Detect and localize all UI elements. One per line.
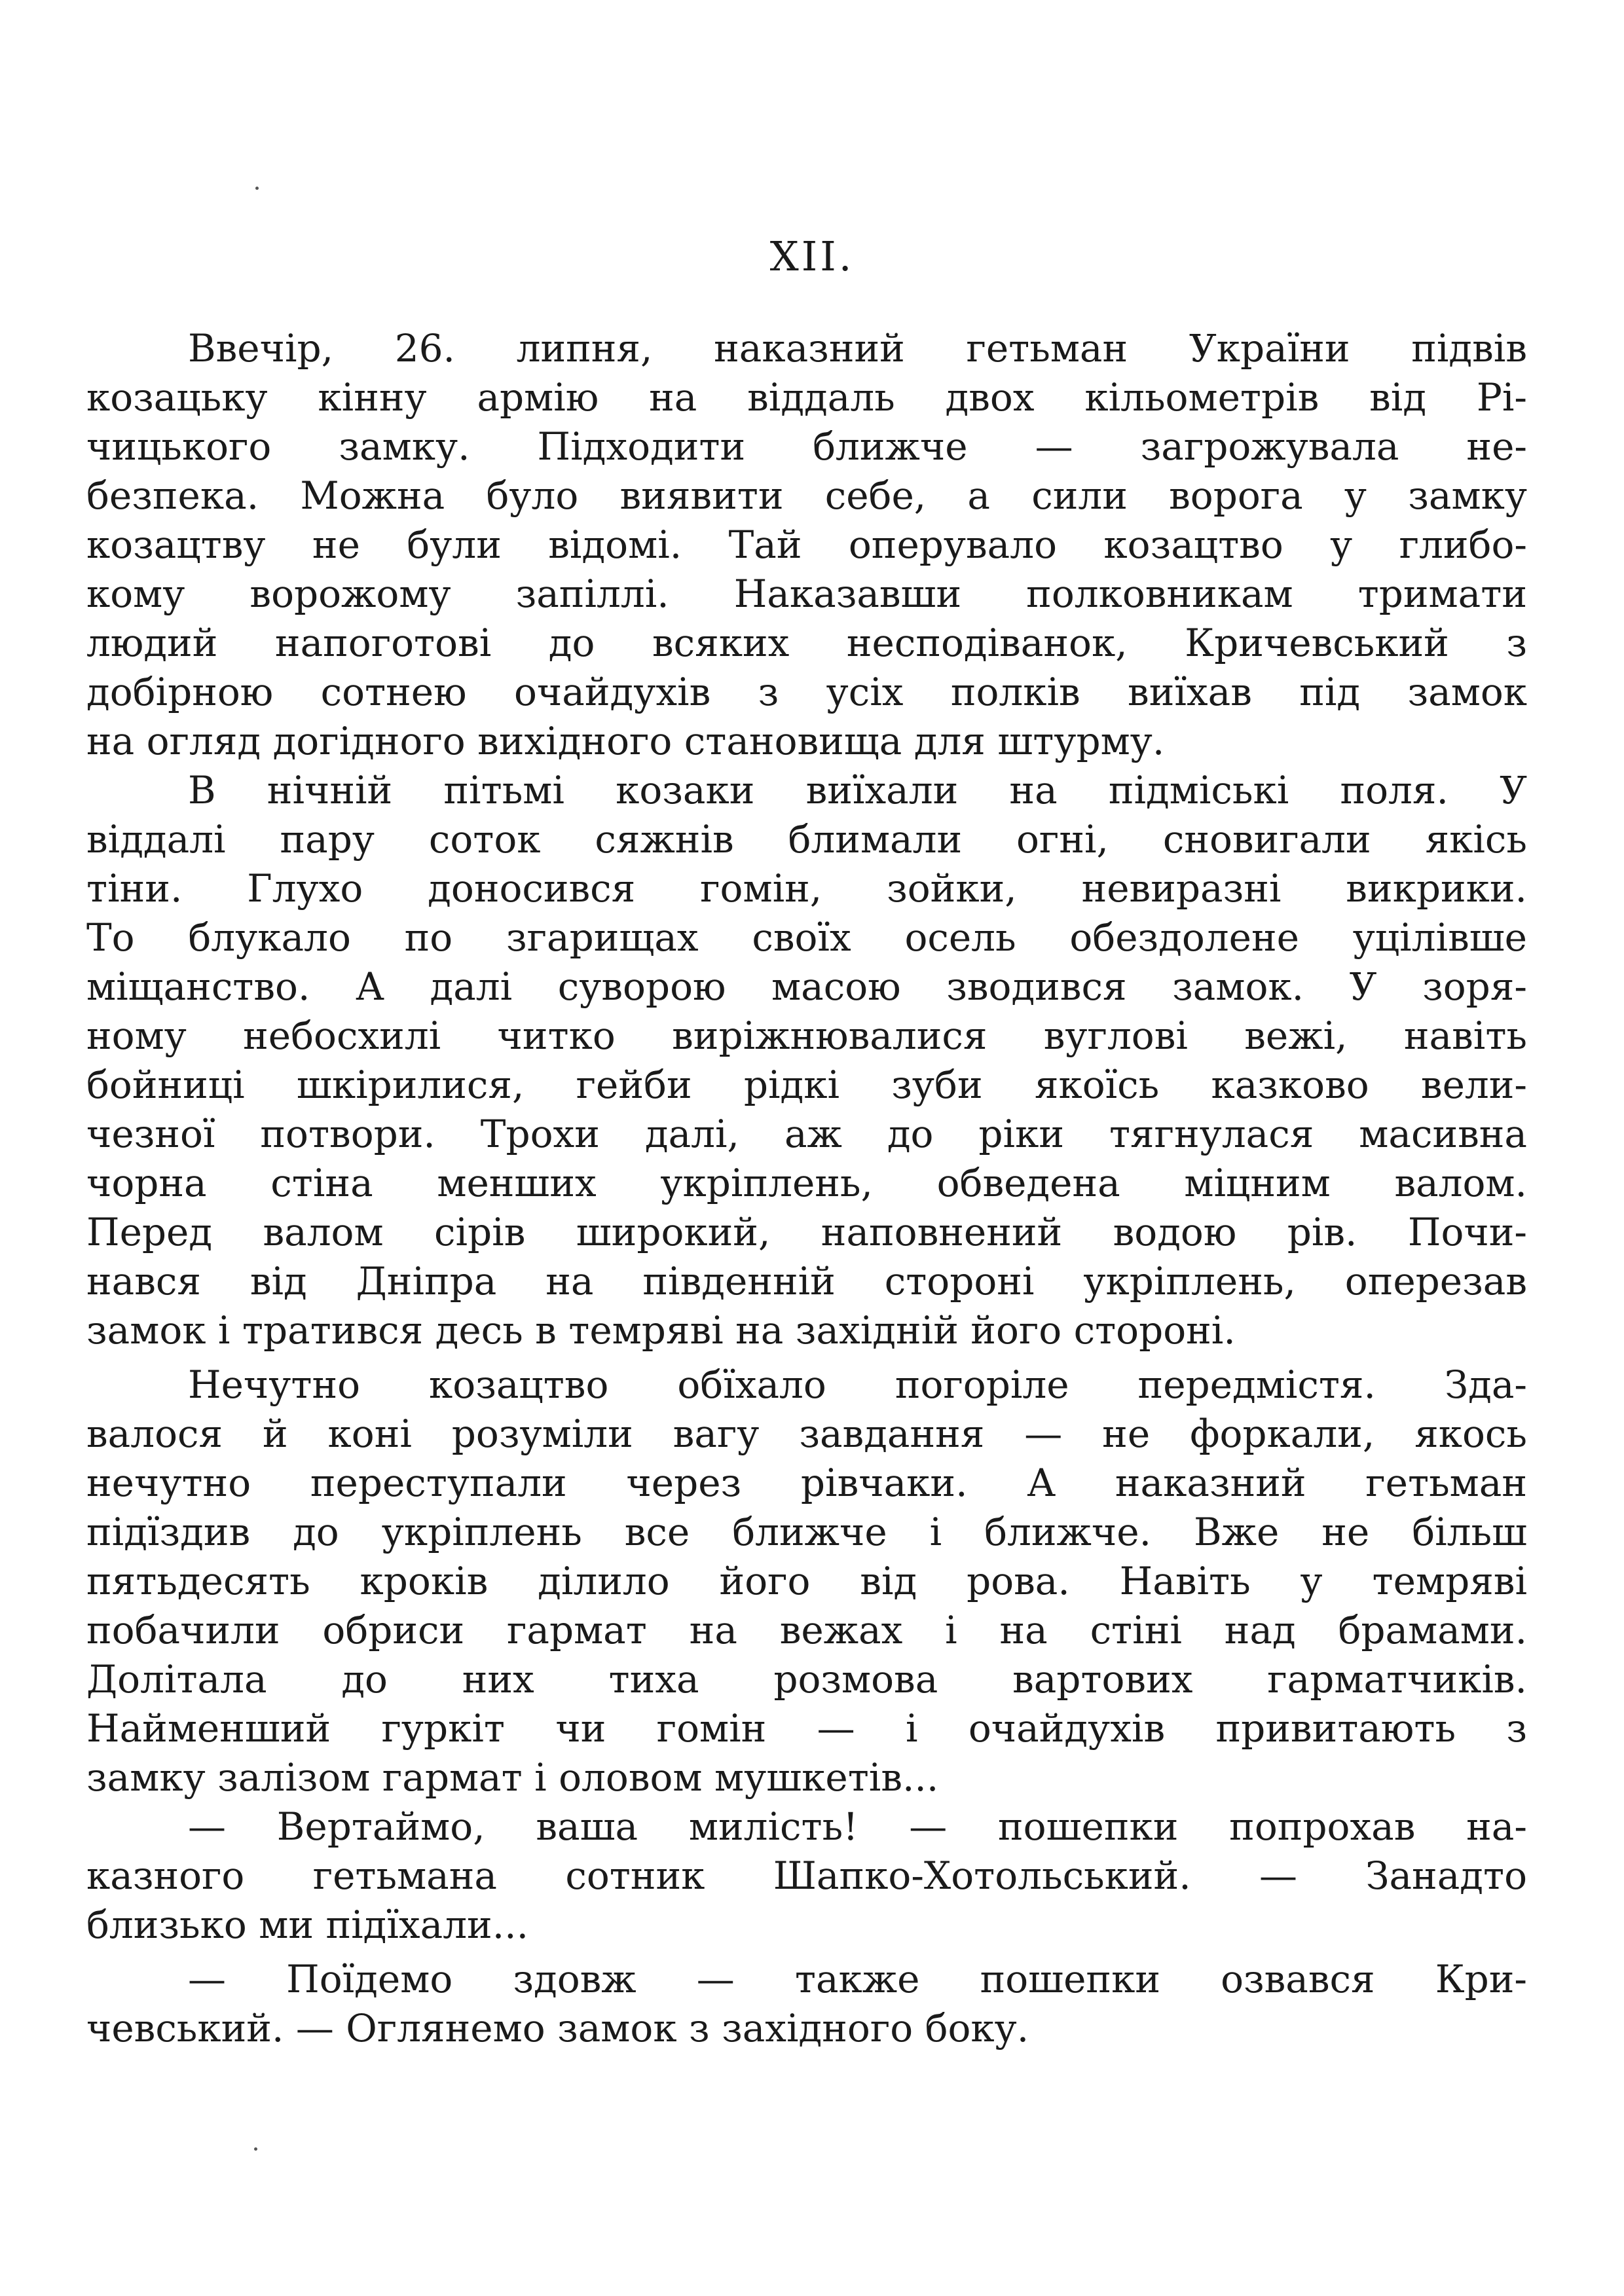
text-line: на огляд догідного вихідного становища для штурму. bbox=[86, 719, 1165, 763]
text-line: чорна стіна менших укріплень, обведена міцним валом. bbox=[86, 1161, 1527, 1205]
text-line: — Вертаймо, ваша милість! — пошепки попрохав на- bbox=[188, 1804, 1527, 1849]
text-line: ному небосхилі читко виріжнювалися вуглові вежі, навіть bbox=[86, 1013, 1527, 1058]
text-line: валося й коні розуміли вагу завдання — не форкали, якось bbox=[86, 1412, 1527, 1456]
text-line: нався від Дніпра на південній стороні укріплень, оперезав bbox=[86, 1259, 1527, 1303]
paragraph bbox=[86, 766, 1527, 1355]
paragraph bbox=[86, 1802, 1527, 1950]
paragraph bbox=[86, 1360, 1527, 1802]
text-line: Ввечір, 26. липня, наказний гетьман України підвів bbox=[188, 326, 1527, 371]
text-line: бойниці шкірилися, гейби рідкі зуби якоїсь казково вели- bbox=[86, 1063, 1527, 1107]
text-line: близько ми підїхали... bbox=[86, 1903, 529, 1947]
text-line: Найменший гуркіт чи гомін — і очайдухів привитають з bbox=[86, 1706, 1527, 1751]
text-line: В нічній пітьмі козаки виїхали на підміські поля. У bbox=[188, 768, 1527, 812]
text-line: То блукало по згарищах своїх осель обездолене уцілівше bbox=[86, 915, 1527, 960]
text-line: людий напоготові до всяких несподіванок, Кричевський з bbox=[86, 621, 1527, 665]
print-speck bbox=[255, 187, 259, 190]
text-line: добірною сотнею очайдухів з усіх полків виїхав під замок bbox=[86, 670, 1527, 714]
text-line: чезної потвори. Трохи далі, аж до ріки тягнулася масивна bbox=[86, 1112, 1527, 1156]
text-line: замку залізом гармат і оловом мушкетів... bbox=[86, 1755, 939, 1800]
text-line: козацтву не були відомі. Тай оперувало козацтво у глибо- bbox=[86, 522, 1527, 567]
text-line: чевський. — Оглянемо замок з західного боку. bbox=[86, 2006, 1029, 2050]
text-line: чицького замку. Підходити ближче — загрожувала не- bbox=[86, 424, 1527, 469]
text-line: казного гетьмана сотник Шапко-Хотольський. — Занадто bbox=[86, 1853, 1527, 1898]
paragraph bbox=[86, 1955, 1527, 2053]
text-line: міщанство. А далі суворою масою зводився замок. У зоря- bbox=[86, 964, 1527, 1009]
text-line: Нечутно козацтво обїхало погоріле передмістя. Зда- bbox=[188, 1362, 1527, 1407]
chapter-heading: XII. bbox=[769, 232, 855, 280]
text-line: козацьку кінну армію на віддаль двох кільометрів від Рі- bbox=[86, 375, 1527, 420]
paragraph bbox=[86, 324, 1527, 766]
text-line: віддалі пару соток сяжнів блимали огні, сновигали якісь bbox=[86, 817, 1527, 862]
text-line: Долітала до них тиха розмова вартових гарматчиків. bbox=[86, 1657, 1527, 1702]
print-speck bbox=[254, 2147, 257, 2151]
text-line: тіни. Глухо доносився гомін, зойки, невиразні викрики. bbox=[86, 866, 1527, 911]
text-line: кому ворожому запіллі. Наказавши полковникам тримати bbox=[86, 572, 1527, 616]
text-line: нечутно переступали через рівчаки. А наказний гетьман bbox=[86, 1461, 1527, 1505]
text-line: підїздив до укріплень все ближче і ближче. Вже не більш bbox=[86, 1510, 1527, 1554]
text-line: — Поїдемо здовж — также пошепки озвався Кри- bbox=[188, 1957, 1527, 2001]
text-line: безпека. Можна було виявити себе, а сили ворога у замку bbox=[86, 473, 1527, 518]
text-line: побачили обриси гармат на вежах і на стіні над брамами. bbox=[86, 1608, 1527, 1652]
text-line: Перед валом сірів широкий, наповнений водою рів. Почи- bbox=[86, 1210, 1527, 1254]
body-text bbox=[86, 324, 1527, 2053]
text-line: пятьдесять кроків ділило його від рова. Навіть у темряві bbox=[86, 1559, 1527, 1603]
text-line: замок і тратився десь в темряві на західній його стороні. bbox=[86, 1308, 1236, 1353]
